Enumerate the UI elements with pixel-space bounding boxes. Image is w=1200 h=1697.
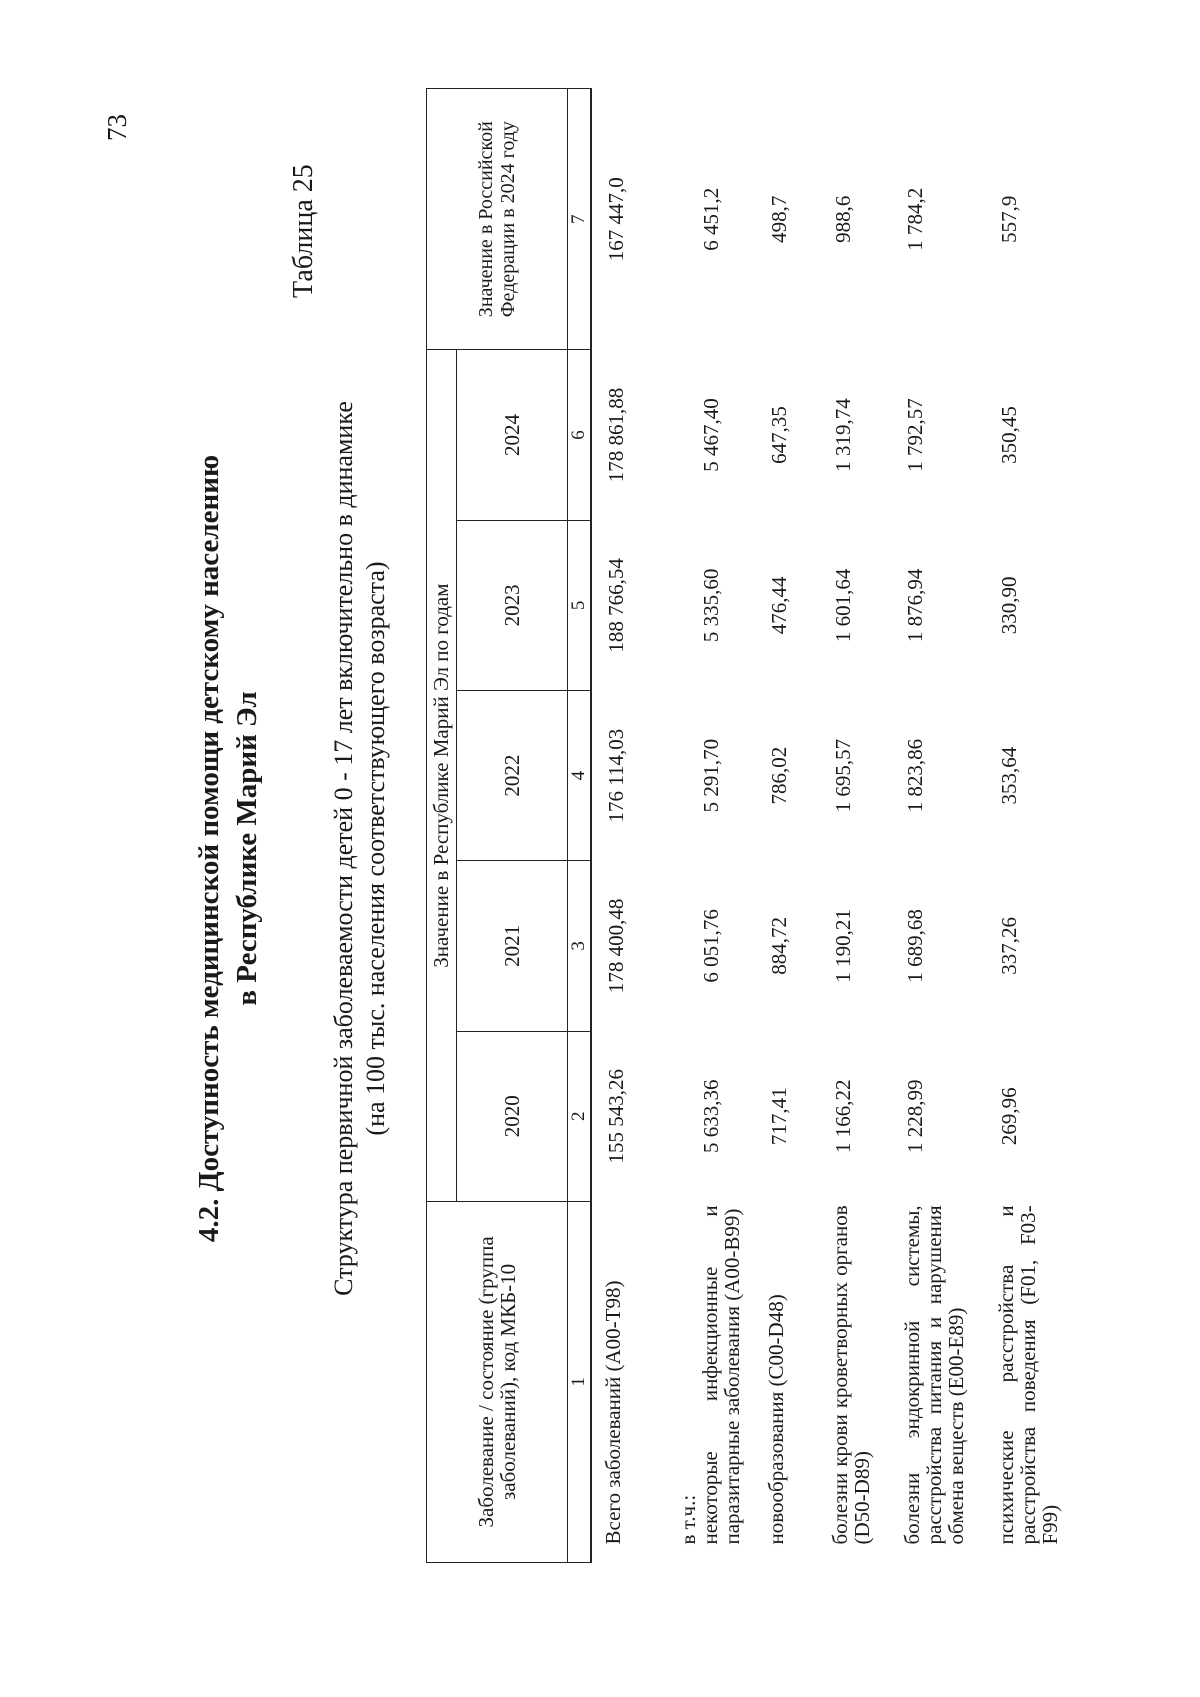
table-body	[591, 89, 1071, 1563]
section-title-line-2: в Республике Марий Эл	[231, 691, 263, 1006]
column-number: 7	[568, 89, 592, 350]
caption-line-2: (на 100 тыс. населения соответствующего возраста)	[361, 561, 390, 1136]
row-value: 5 467,40	[699, 398, 723, 472]
column-number: 5	[568, 520, 592, 690]
row-disease-name	[819, 1201, 891, 1562]
row-value: 498,7	[767, 195, 791, 243]
table-row	[985, 89, 1071, 1563]
row-value: 330,90	[997, 576, 1021, 635]
section-title	[190, 0, 266, 1697]
row-name-text: болезни крови кроветворных органов (D50-D89)	[828, 1205, 874, 1545]
row-value: 476,44	[767, 576, 791, 635]
row-value: 5 633,36	[699, 1079, 723, 1153]
row-value: 269,96	[997, 1087, 1021, 1146]
morbidity-table	[426, 88, 1071, 1563]
header-year: 2021	[457, 861, 568, 1031]
row-value: 1 689,68	[903, 909, 927, 983]
row-name-text: некоторые инфекционные и паразитарные заболевания (А00-В99)	[698, 1205, 744, 1545]
row-disease-name	[591, 1201, 667, 1562]
row-value: 1 695,57	[831, 738, 855, 813]
header-year: 2020	[457, 1031, 568, 1201]
row-value: 155 543,26	[604, 1068, 628, 1164]
row-value: 5 291,70	[699, 738, 723, 813]
row-disease-name	[891, 1201, 985, 1562]
row-name-text: новообразования (С00-D48)	[764, 1294, 788, 1545]
row-value: 557,9	[997, 195, 1021, 243]
caption-line-1: Структура первичной заболеваемости детей 0 - 17 лет включительно в динамике	[329, 401, 358, 1296]
table-caption	[328, 0, 392, 1697]
row-value: 1 190,21	[831, 909, 855, 983]
row-value: 884,72	[767, 917, 791, 975]
row-value: 1 166,22	[831, 1079, 855, 1153]
table-header	[427, 89, 592, 1563]
table-row	[891, 89, 985, 1563]
row-value: 1 823,86	[903, 738, 927, 813]
row-name-text: Всего заболеваний (А00-Т98)	[601, 1280, 625, 1545]
table-row	[755, 89, 819, 1563]
header-disease: Заболевание / состояние (группа заболеваний), код МКБ-10	[427, 1201, 568, 1562]
row-value: 337,26	[997, 917, 1021, 975]
column-number: 2	[568, 1031, 592, 1201]
row-value: 717,41	[767, 1087, 791, 1146]
row-value: 1 228,99	[903, 1079, 927, 1153]
table-row	[667, 89, 755, 1563]
row-value: 6 051,76	[699, 909, 723, 983]
row-value: 167 447,0	[604, 177, 628, 262]
header-region-group: Значение в Республике Марий Эл по годам	[427, 350, 457, 1201]
table-label: Таблица 25	[288, 164, 319, 298]
row-value: 178 400,48	[604, 898, 628, 994]
header-year: 2023	[457, 520, 568, 690]
row-value: 350,45	[997, 406, 1021, 464]
row-value: 176 114,03	[604, 728, 628, 823]
row-value: 988,6	[831, 195, 855, 243]
row-value: 1 784,2	[903, 187, 927, 251]
column-number: 4	[568, 690, 592, 860]
header-year: 2022	[457, 690, 568, 860]
table-row	[819, 89, 891, 1563]
column-number: 6	[568, 350, 592, 520]
page-number: 73	[102, 114, 132, 141]
row-value: 647,35	[767, 406, 791, 464]
row-value: 1 876,94	[903, 568, 927, 643]
row-value: 1 601,64	[831, 568, 855, 643]
row-name-text: болезни эндокринной системы, расстройства питания и нарушения обмена веществ (Е00-Е89)	[900, 1205, 968, 1545]
morbidity-table-wrapper	[426, 88, 1071, 1563]
header-year: 2024	[457, 350, 568, 520]
row-value: 1 319,74	[831, 398, 855, 472]
row-disease-name	[667, 1201, 755, 1562]
row-value: 5 335,60	[699, 568, 723, 643]
row-disease-name	[985, 1201, 1071, 1562]
row-value: 178 861,88	[604, 387, 628, 483]
row-prefix: в т.ч.:	[676, 1494, 700, 1545]
column-number: 3	[568, 861, 592, 1031]
row-name-text: психические расстройства и расстройства поведения (F01, F03-F99)	[994, 1205, 1062, 1545]
row-value: 188 766,54	[604, 558, 628, 653]
header-rf: Значение в Российской Федерации в 2024 году	[427, 89, 568, 350]
row-value: 786,02	[767, 746, 791, 805]
table-row	[591, 89, 667, 1563]
row-value: 353,64	[997, 746, 1021, 805]
section-title-line-1: 4.2. Доступность медицинской помощи детскому населению	[193, 454, 225, 1243]
column-number: 1	[568, 1201, 592, 1562]
row-disease-name	[755, 1201, 819, 1562]
row-value: 1 792,57	[903, 398, 927, 472]
row-value: 6 451,2	[699, 187, 723, 251]
